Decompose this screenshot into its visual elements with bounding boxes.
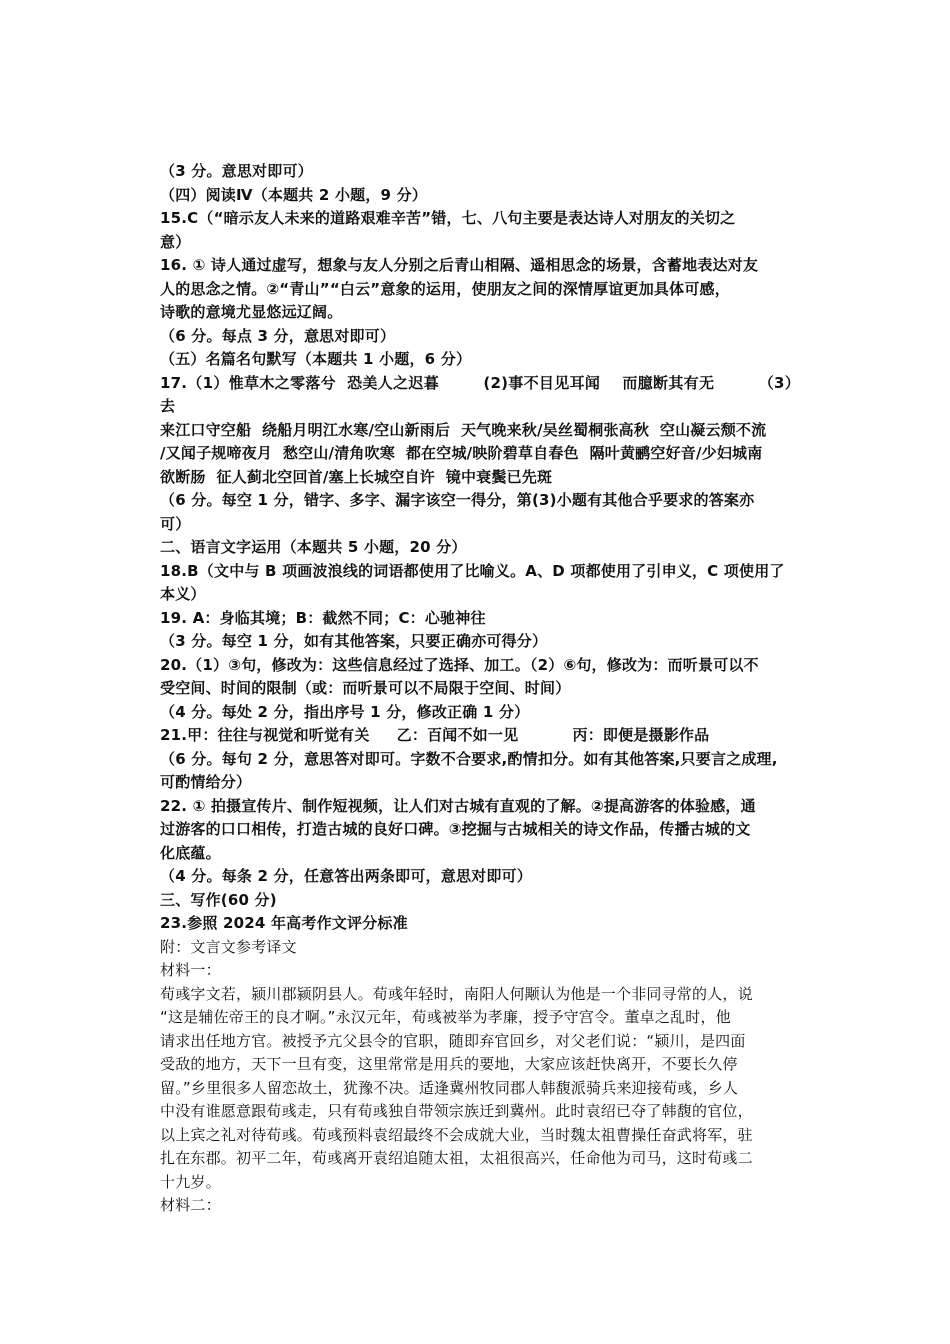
answer-key-document (160, 160, 800, 1218)
text-line: 过游客的口口相传，打造古城的良好口碑。③挖掘与古城相关的诗文作品，传播古城的文 (160, 820, 751, 838)
text-line: 意） (160, 232, 191, 251)
text-line: 19. A：身临其境；B：截然不同；C：心驰神往 (160, 608, 486, 627)
text-line: 十九岁。 (160, 1172, 221, 1191)
text-line: 中没有谁愿意跟荀彧走，只有荀彧独自带领宗族迁到冀州。此时袁绍已夺了韩馥的官位， (160, 1102, 753, 1120)
text-line: 本义） (160, 585, 206, 603)
text-line: 留。”乡里很多人留恋故土，犹豫不决。适逢冀州牧同郡人韩馥派骑兵来迎接荀彧，乡人 (160, 1078, 739, 1097)
text-line: （6 分。每点 3 分，意思对即可） (160, 326, 396, 345)
text-line: 荀彧字文若，颍川郡颍阴县人。荀彧年轻时，南阳人何颙认为他是一个非同寻常的人，说 (160, 984, 753, 1003)
text-line: 可） (160, 514, 191, 533)
text-line: 18.B（文中与 B 项画波浪线的词语都使用了比喻义。A、D 项都使用了引申义，C 项使用了 (160, 561, 785, 580)
text-line: （6 分。每空 1 分，错字、多字、漏字该空一得分，第(3)小题有其他合乎要求的答案亦 (160, 491, 755, 509)
text-line: （4 分。每处 2 分，指出序号 1 分，修改正确 1 分） (160, 702, 530, 721)
text-line: 受空间、时间的限制（或：而听景可以不局限于空间、时间） (160, 679, 571, 697)
text-line: 20.（1）③句，修改为：这些信息经过了选择、加工。（2）⑥句，修改为：而听景可以不 (160, 655, 759, 674)
text-line: （3 分。每空 1 分，如有其他答案，只要正确亦可得分） (160, 632, 548, 650)
text-line: 材料一： (160, 961, 221, 979)
text-line: “这是辅佐帝王的良才啊。”永汉元年，荀彧被举为孝廉，授予守宫令。董卓之乱时，他 (160, 1008, 731, 1026)
text-line: 17.（1）惟草木之零落兮 恐美人之迟暮 (2)事不目见耳闻 而臆断其有无 （3）去 (160, 373, 800, 415)
text-line: 诗歌的意境尤显悠远辽阔。 (160, 303, 343, 321)
text-line: 23.参照 2024 年高考作文评分标准 (160, 914, 408, 932)
text-line: 材料二： (160, 1196, 221, 1214)
text-line: （4 分。每条 2 分，任意答出两条即可，意思对即可） (160, 867, 532, 885)
text-line: （四）阅读Ⅳ（本题共 2 小题，9 分） (160, 185, 428, 204)
text-line: 受敌的地方，天下一旦有变，这里常常是用兵的要地，大家应该赶快离开，不要长久停 (160, 1055, 738, 1073)
text-line: 扎在东郡。初平二年，荀彧离开袁绍追随太祖，太祖很高兴，任命他为司马，这时荀彧二 (160, 1149, 753, 1167)
text-line: 三、写作(60 分) (160, 890, 277, 909)
text-line: （6 分。每句 2 分，意思答对即可。字数不合要求,酌情扣分。如有其他答案,只要言之成理, (160, 749, 778, 768)
text-line: 16. ① 诗人通过虚写，想象与友人分别之后青山相隔、遥相思念的场景，含蓄地表达对友 (160, 256, 759, 274)
text-line: 可酌情给分） (160, 773, 252, 791)
text-line: 15.C（“暗示友人未来的道路艰难辛苦”错，七、八句主要是表达诗人对朋友的关切之 (160, 209, 736, 227)
text-line: 化底蕴。 (160, 843, 221, 862)
text-line: 请求出任地方官。被授予亢父县令的官职，随即弃官回乡，对父老们说：“颍川，是四面 (160, 1031, 746, 1050)
text-line: 二、语言文字运用（本题共 5 小题，20 分） (160, 538, 467, 556)
text-line: 以上宾之礼对待荀彧。荀彧预料袁绍最终不会成就大业，当时魏太祖曹操任奋武将军，驻 (160, 1125, 753, 1144)
text-line: 欲断肠 征人蓟北空回首/塞上长城空自许 镜中衰鬓已先斑 (160, 467, 553, 486)
text-line: 22. ① 拍摄宣传片、制作短视频，让人们对古城有直观的了解。②提高游客的体验感，通 (160, 796, 756, 815)
text-line: 来江口守空船 绕船月明江水寒/空山新雨后 天气晚来秋/吴丝蜀桐张高秋 空山凝云颓不流 (160, 420, 767, 439)
text-line: （五）名篇名句默写（本题共 1 小题，6 分） (160, 350, 472, 368)
text-line: /又闻子规啼夜月 愁空山/清角吹寒 都在空城/映阶碧草自春色 隔叶黄鹂空好音/少妇城南 (160, 444, 763, 462)
text-line: 21.甲：往往与视觉和听觉有关 乙：百闻不如一见 丙：即便是摄影作品 (160, 726, 710, 744)
text-line: 附：文言文参考译文 (160, 937, 297, 956)
text-line: 人的思念之情。②“青山”“白云”意象的运用，使朋友之间的深情厚谊更加具体可感， (160, 279, 730, 298)
text-line: （3 分。意思对即可） (160, 162, 313, 180)
